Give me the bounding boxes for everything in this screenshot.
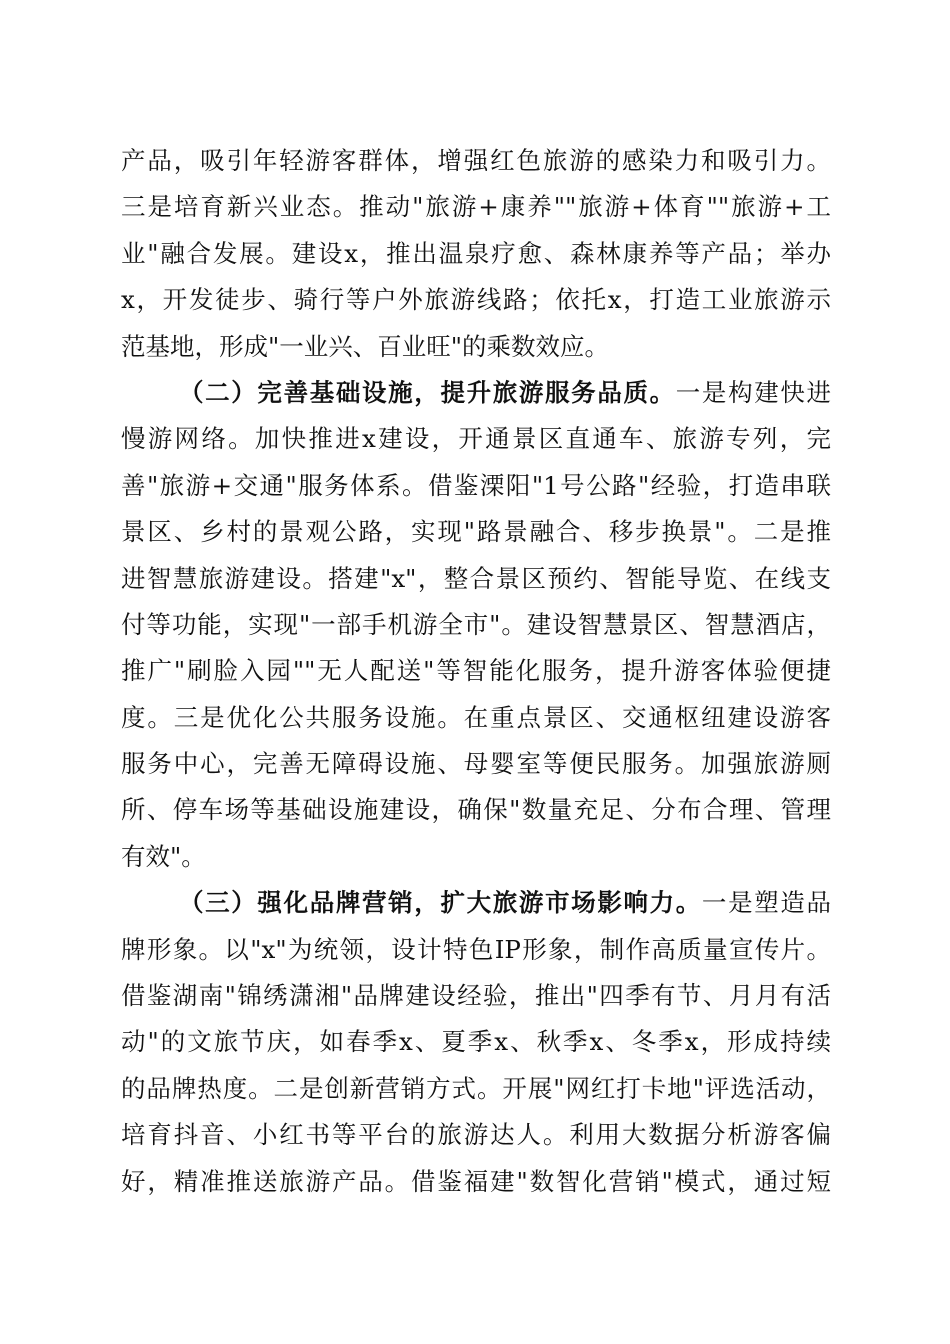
section-heading-line <box>121 880 831 926</box>
document-body <box>121 138 831 1205</box>
paragraph-line: 所、停车场等基础设施建设，确保"数量充足、分布合理、管理 <box>121 795 831 825</box>
paragraph-line: 业"融合发展。建设x，推出温泉疗愈、森林康养等产品；举办 <box>121 238 831 268</box>
paragraph-line: 服务中心，完善无障碍设施、母婴室等便民服务。加强旅游厕 <box>121 749 831 779</box>
paragraph-line: 的品牌热度。二是创新营销方式。开展"网红打卡地"评选活动， <box>121 1073 831 1103</box>
paragraph-line: 好，精准推送旅游产品。借鉴福建"数智化营销"模式，通过短 <box>121 1166 831 1196</box>
paragraph-line: 牌形象。以"x"为统领，设计特色IP形象，制作高质量宣传片。 <box>121 934 831 964</box>
paragraph-line: 三是培育新兴业态。推动"旅游+康养""旅游+体育""旅游+工 <box>121 192 831 222</box>
paragraph-line: 范基地，形成"一业兴、百业旺"的乘数效应。 <box>121 331 610 361</box>
section-heading: （二）完善基础设施，提升旅游服务品质。 <box>179 377 676 407</box>
section-heading-line <box>121 370 831 416</box>
paragraph-line: 有效"。 <box>121 841 206 871</box>
paragraph-line: 善"旅游+交通"服务体系。借鉴溧阳"1号公路"经验，打造串联 <box>121 470 831 500</box>
paragraph-line: 培育抖音、小红书等平台的旅游达人。利用大数据分析游客偏 <box>121 1120 831 1150</box>
paragraph-line: 付等功能，实现"一部手机游全市"。建设智慧景区、智慧酒店， <box>121 609 831 639</box>
paragraph-line: 度。三是优化公共服务设施。在重点景区、交通枢纽建设游客 <box>121 702 831 732</box>
paragraph-line: 产品，吸引年轻游客群体，增强红色旅游的感染力和吸引力。 <box>121 146 831 175</box>
paragraph-line: 慢游网络。加快推进x建设，开通景区直通车、旅游专列，完 <box>121 424 831 454</box>
paragraph-line: 景区、乡村的景观公路，实现"路景融合、移步换景"。二是推 <box>121 517 831 547</box>
paragraph-line: 进智慧旅游建设。搭建"x"，整合景区预约、智能导览、在线支 <box>121 563 831 593</box>
section-first-line-text: 一是塑造品 <box>701 888 831 918</box>
paragraph-line: 动"的文旅节庆，如春季x、夏季x、秋季x、冬季x，形成持续 <box>121 1027 831 1057</box>
paragraph-line: 推广"刷脸入园""无人配送"等智能化服务，提升游客体验便捷 <box>121 656 831 686</box>
paragraph-line: x，开发徒步、骑行等户外旅游线路；依托x，打造工业旅游示 <box>121 285 831 315</box>
paragraph-line: 借鉴湖南"锦绣潇湘"品牌建设经验，推出"四季有节、月月有活 <box>121 981 831 1011</box>
section-heading: （三）强化品牌营销，扩大旅游市场影响力。 <box>179 888 702 918</box>
section-first-line-text: 一是构建快进 <box>675 377 831 407</box>
